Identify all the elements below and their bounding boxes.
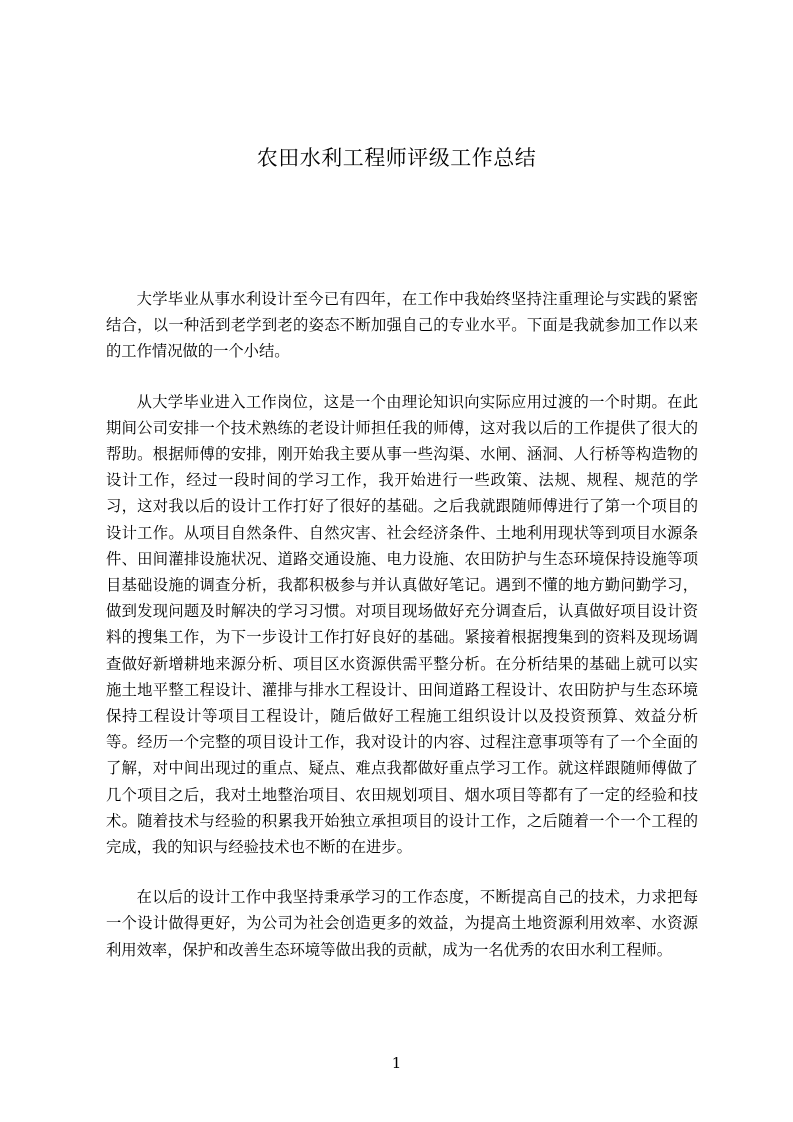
document-body [106, 286, 698, 963]
page-number: 1 [391, 1054, 402, 1072]
document-title: 农田水利工程师评级工作总结 [256, 146, 537, 170]
paragraph-experience: 从大学毕业进入工作岗位，这是一个由理论知识向实际应用过渡的一个时期。在此期间公司安排一个技术熟练的老设计师担任我的师傅，这对我以后的工作提供了很大的帮助。根据师傅的安排，刚开始我主要从事一些沟渠、水闸、涵洞、人行桥等构造物的设计工作，经过一段时间的学习工作，我开始进行一些政策、法规、规程、规范的学习，这对我以后的设计工作打好了很好的基础。之后我就跟随师傅进行了第一个项目的设计工作。从项目自然条件、自然灾害、社会经济条件、土地利用现状等到项目水源条件、田间灌排设施状况、道路交通设施、电力设施、农田防护与生态环境保持设施等项目基础设施的调查分析，我都积极参与并认真做好笔记。遇到不懂的地方勤问勤学习，做到发现问题及时解决的学习习惯。对项目现场做好充分调查后，认真做好项目设计资料的搜集工作，为下一步设计工作打好良好的基础。紧接着根据搜集到的资料及现场调查做好新增耕地来源分析、项目区水资源供需平整分析。在分析结果的基础上就可以实施土地平整工程设计、灌排与排水工程设计、田间道路工程设计、农田防护与生态环境保持工程设计等项目工程设计，随后做好工程施工组织设计以及投资预算、效益分析等。经历一个完整的项目设计工作，我对设计的内容、过程注意事项等有了一个全面的了解，对中间出现过的重点、疑点、难点我都做好重点学习工作。就这样跟随师傅做了几个项目之后，我对土地整治项目、农田规划项目、烟水项目等都有了一定的经验和技术。随着技术与经验的积累我开始独立承担项目的设计工作，之后随着一个一个工程的完成，我的知识与经验技术也不断的在进步。 [106, 392, 698, 857]
paragraph-intro: 大学毕业从事水利设计至今已有四年，在工作中我始终坚持注重理论与实践的紧密结合，以一种活到老学到老的姿态不断加强自己的专业水平。下面是我就参加工作以来的工作情况做的一个小结。 [106, 290, 698, 361]
paragraph-conclusion: 在以后的设计工作中我坚持秉承学习的工作态度，不断提高自己的技术，力求把每一个设计做得更好，为公司为社会创造更多的效益，为提高土地资源利用效率、水资源利用效率，保护和改善生态环境等做出我的贡献，成为一名优秀的农田水利工程师。 [106, 888, 698, 959]
